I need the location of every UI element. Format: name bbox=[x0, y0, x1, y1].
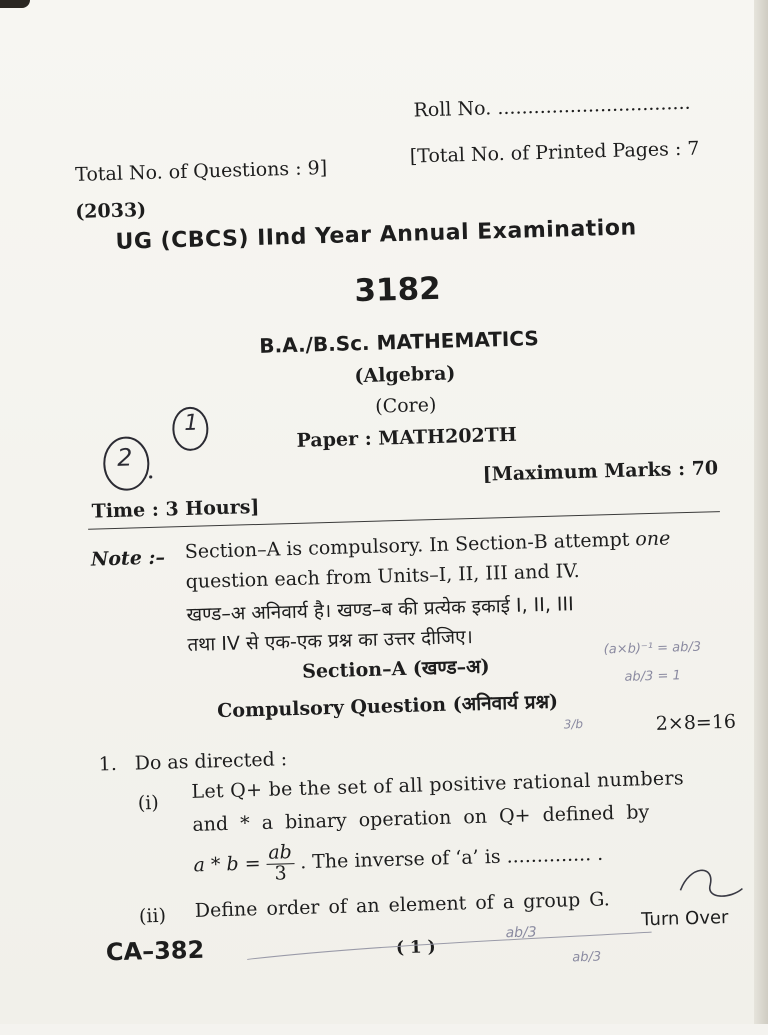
time: Time : 3 Hours] bbox=[91, 495, 260, 523]
part-i-tail: . The inverse of ‘a’ is .............. . bbox=[299, 842, 604, 874]
handwritten-circle-right: 1 bbox=[183, 410, 199, 436]
fraction-numerator: ab bbox=[266, 843, 294, 865]
paper-number: 3182 bbox=[353, 270, 442, 310]
handwritten-circle-left: 2 bbox=[116, 443, 133, 472]
note-line1 bbox=[185, 527, 671, 563]
section-a-subheading: Compulsory Question (अनिवार्य प्रश्न) bbox=[216, 690, 559, 723]
subject: (Algebra) bbox=[354, 362, 456, 388]
paper-type: (Core) bbox=[374, 393, 437, 418]
course-title: B.A./B.Sc. MATHEMATICS bbox=[258, 326, 540, 358]
question-1-directive: Do as directed : bbox=[134, 748, 288, 775]
exam-title: UG (CBCS) IInd Year Annual Examination bbox=[115, 215, 637, 255]
question-1-number: 1. bbox=[98, 753, 118, 776]
total-questions: Total No. of Questions : 9] bbox=[74, 156, 328, 186]
handwritten-note-small: 3/b bbox=[563, 716, 584, 732]
section-a-heading: Section–A (खण्ड–अ) bbox=[301, 655, 490, 683]
note-line2: question each from Units–I, II, III and IV. bbox=[185, 560, 580, 594]
max-marks: [Maximum Marks : 70 bbox=[482, 457, 719, 486]
handwritten-note-equals: ab/3 = 1 bbox=[624, 668, 681, 685]
note-label: Note :– bbox=[90, 546, 166, 571]
code-year: (2033) bbox=[74, 198, 147, 223]
handwritten-squiggle bbox=[670, 858, 751, 910]
total-pages: [Total No. of Printed Pages : 7 bbox=[409, 137, 700, 168]
part-ii-label: (ii) bbox=[138, 904, 167, 928]
handwritten-circles bbox=[95, 403, 227, 497]
note-line1-text: Section–A is compulsory. In Section-B attempt bbox=[184, 528, 630, 564]
paper-code: Paper : MATH202TH bbox=[296, 423, 518, 452]
note-hindi-line2: तथा IV से एक-एक प्रश्न का उत्तर दीजिए। bbox=[187, 626, 474, 656]
footer-code: CA–382 bbox=[105, 935, 205, 967]
part-i-line1: Let Q+ be the set of all positive rational numbers bbox=[191, 767, 685, 803]
handwritten-fraction-2: ab/3 bbox=[572, 949, 602, 966]
roll-no: Roll No. ................................ bbox=[413, 91, 691, 122]
part-i-lhs: a * b = bbox=[193, 852, 261, 877]
fraction-ab-over-3 bbox=[266, 843, 295, 885]
part-i-expression bbox=[193, 834, 604, 886]
section-a-marks: 2×8=16 bbox=[655, 710, 737, 735]
footer-page: ( 1 ) bbox=[395, 937, 436, 959]
footer-turn-over: Turn Over bbox=[640, 906, 729, 931]
note-hindi-line1: खण्ड–अ अनिवार्य है। खण्ड–ब की प्रत्येक इकाई I, II, III bbox=[186, 593, 575, 626]
note-line1-emphasis: one bbox=[635, 527, 671, 551]
handwritten-note-inverse: (a×b)⁻¹ = ab/3 bbox=[603, 639, 702, 658]
part-i-line2: and * a binary operation on Q+ defined by bbox=[192, 801, 650, 836]
fraction-denominator: 3 bbox=[274, 862, 288, 885]
part-ii-text: Define order of an element of a group G. bbox=[194, 888, 611, 922]
corner-shadow bbox=[0, 0, 30, 8]
part-i-label: (i) bbox=[137, 791, 160, 815]
handwritten-fraction-1: ab/3 bbox=[505, 924, 537, 942]
